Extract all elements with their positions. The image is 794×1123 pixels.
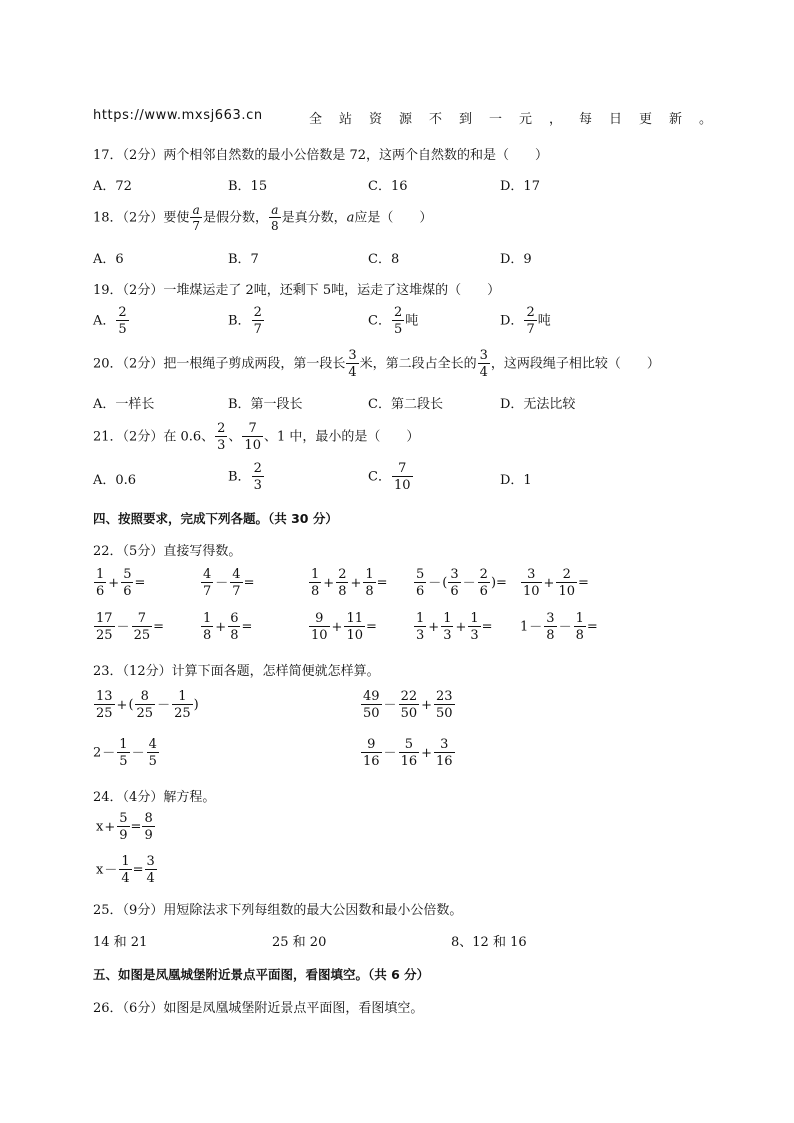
frac-numerator: 23	[436, 689, 453, 704]
frac-denominator: 25	[96, 706, 113, 721]
frac-denominator: 9	[119, 828, 128, 843]
number: 2	[93, 745, 102, 761]
frac-denominator: 6	[123, 584, 132, 599]
q18-option-a: A．6	[93, 252, 124, 267]
fraction	[414, 568, 426, 598]
q22-expr-10	[520, 612, 598, 642]
frac-numerator: 8	[144, 811, 153, 826]
operator: +	[323, 575, 335, 591]
operator: +	[108, 575, 120, 591]
option-label: D．	[500, 313, 524, 329]
frac-numerator: 49	[363, 689, 380, 704]
paren: )	[193, 697, 199, 713]
q23-expr-3	[93, 738, 160, 768]
frac-denominator: 25	[133, 628, 151, 643]
question-21	[93, 422, 419, 452]
q22-expr-8	[308, 612, 377, 642]
option-fraction	[252, 462, 264, 492]
q18-option-b: B．7	[228, 252, 259, 267]
question-25: 25．（9分）用短除法求下列每组数的最大公因数和最小公倍数。	[93, 903, 463, 918]
section-5-heading: 五、如图是凤凰城堡附近景点平面图，看图填空。（共 6 分）	[93, 967, 430, 982]
operator: －	[383, 745, 397, 761]
q18-option-d: D．9	[500, 252, 532, 267]
fraction	[94, 612, 115, 642]
fraction	[434, 690, 455, 720]
frac-numerator: 1	[172, 690, 193, 705]
frac-denominator: 16	[436, 754, 453, 769]
q21-option-a: A．0.6	[93, 473, 137, 488]
operator: +	[215, 619, 227, 635]
q17-option-c: C．16	[368, 179, 408, 194]
operator: +	[350, 575, 362, 591]
frac-denominator: 7	[203, 584, 212, 599]
frac-numerator: 5	[399, 738, 420, 753]
option-label: C．	[368, 469, 391, 485]
q21-option-b	[228, 462, 265, 492]
option-label: C．	[368, 313, 391, 329]
frac-numerator: 9	[361, 738, 382, 753]
frac-denominator: 7	[526, 322, 535, 337]
frac-denominator: 50	[400, 706, 418, 721]
q19-option-a	[93, 306, 130, 336]
frac-denominator: 3	[253, 478, 262, 493]
q21-frac-2-3	[215, 422, 227, 452]
frac-denominator: 4	[121, 871, 130, 886]
frac-denominator: 5	[118, 322, 127, 337]
frac-numerator: 1	[416, 611, 425, 626]
q18-mid: 是假分数，	[202, 210, 268, 226]
frac-denominator: 8	[365, 584, 374, 599]
frac-numerator: 4	[203, 567, 212, 582]
frac-denominator: 8	[270, 219, 279, 233]
frac-denominator: 10	[346, 628, 363, 643]
operator: －	[529, 619, 543, 635]
fraction	[414, 612, 426, 642]
q18-prefix: 18．（2分）要使	[93, 210, 190, 226]
fraction	[94, 568, 106, 598]
q21-frac-7-10	[242, 422, 263, 452]
q18-mid2: 是真分数，	[281, 210, 347, 226]
frac-numerator: 1	[311, 567, 320, 582]
frac-numerator: 2	[118, 305, 127, 320]
operator: +	[331, 619, 343, 635]
frac-numerator: 2	[338, 567, 347, 582]
q25-group-1: 14 和 21	[93, 935, 148, 950]
frac-numerator: a	[269, 204, 281, 218]
frac-numerator: 5	[119, 811, 128, 826]
frac-numerator: 4	[148, 737, 157, 752]
question-24: 24．（4分）解方程。	[93, 790, 216, 805]
frac-numerator: 1	[119, 737, 128, 752]
q20-option-d: D．无法比较	[500, 397, 576, 412]
q20-option-b: B．第一段长	[228, 397, 303, 412]
frac-denominator: 10	[311, 628, 328, 643]
frac-denominator: 10	[244, 438, 261, 453]
option-fraction	[252, 306, 264, 336]
frac-numerator: 7	[242, 422, 263, 437]
frac-numerator: 3	[450, 567, 459, 582]
frac-denominator: 5	[119, 754, 128, 769]
q21-prefix: 21．（2分）在 0.6、	[93, 429, 215, 445]
frac-numerator: 17	[96, 611, 113, 626]
question-23: 23．（12分）计算下面各题，怎样简便就怎样算。	[93, 664, 380, 679]
fraction	[448, 568, 460, 598]
fraction	[142, 812, 154, 842]
q19-option-d	[500, 306, 551, 336]
fraction	[344, 612, 365, 642]
frac-numerator: 4	[232, 567, 241, 582]
frac-denominator: 4	[348, 365, 357, 380]
q24-equation-1	[96, 812, 156, 842]
fraction	[132, 612, 153, 642]
operator: +	[116, 697, 128, 713]
fraction	[228, 612, 240, 642]
frac-denominator: 6	[450, 584, 459, 599]
paren: (	[128, 697, 134, 713]
operator: －	[116, 619, 130, 635]
frac-denominator: 16	[400, 754, 418, 769]
frac-numerator: 3	[146, 854, 155, 869]
q20-suffix: ，这两段绳子相比较（ ）	[490, 356, 660, 372]
frac-numerator: 3	[434, 738, 455, 753]
frac-denominator: 3	[443, 628, 452, 643]
frac-denominator: 25	[136, 706, 154, 721]
q21-suffix: 、1 中，最小的是（ ）	[263, 429, 420, 445]
fraction	[117, 812, 129, 842]
fraction	[363, 568, 375, 598]
frac-denominator: 6	[416, 584, 425, 599]
fraction	[336, 568, 348, 598]
fraction	[119, 855, 131, 885]
fraction	[434, 738, 455, 768]
q18-frac-a8	[269, 204, 281, 232]
fraction	[441, 612, 453, 642]
frac-denominator: 25	[174, 706, 191, 721]
frac-numerator: 22	[400, 689, 418, 704]
fraction	[544, 612, 556, 642]
fraction	[478, 568, 490, 598]
fraction	[230, 568, 242, 598]
question-18	[93, 204, 432, 232]
operator: +	[455, 619, 467, 635]
operator: －	[102, 745, 116, 761]
section-4-heading: 四、按照要求，完成下列各题。（共 30 分）	[93, 511, 338, 526]
frac-denominator: 5	[148, 754, 157, 769]
operator: －	[157, 697, 171, 713]
frac-numerator: 7	[132, 612, 153, 627]
fraction	[399, 738, 420, 768]
q20-mid: 米，第二段占全长的	[359, 356, 477, 372]
option-fraction	[524, 306, 536, 336]
fraction	[309, 568, 321, 598]
question-26: 26．（6分）如图是凤凰城堡附近景点平面图，看图填空。	[93, 1001, 424, 1016]
equals: =	[376, 575, 388, 591]
q20-frac-2	[478, 349, 490, 379]
fraction	[361, 690, 382, 720]
number: 1	[520, 619, 529, 635]
frac-denominator: 9	[144, 828, 153, 843]
fraction	[468, 612, 480, 642]
operator: +	[104, 819, 116, 835]
frac-denominator: 6	[479, 584, 488, 599]
operator: －	[428, 575, 442, 591]
frac-denominator: 8	[546, 628, 555, 643]
frac-denominator: 10	[393, 478, 411, 493]
q22-expr-1	[93, 568, 145, 598]
operator: －	[462, 575, 476, 591]
frac-numerator: 3	[348, 348, 357, 363]
fraction	[309, 612, 330, 642]
frac-numerator: 2	[217, 421, 226, 436]
q24-equation-2	[96, 855, 158, 885]
fraction	[135, 690, 156, 720]
q22-expr-5	[520, 568, 589, 598]
frac-denominator: 3	[470, 628, 479, 643]
equals: =	[586, 619, 598, 635]
q18-suffix: 应是（ ）	[354, 210, 433, 226]
q20-option-a: A．一样长	[93, 397, 155, 412]
frac-numerator: 8	[135, 690, 156, 705]
fraction	[556, 568, 577, 598]
frac-numerator: 9	[309, 612, 330, 627]
option-label: B．	[228, 469, 251, 485]
frac-numerator: 7	[392, 462, 413, 477]
frac-denominator: 8	[338, 584, 347, 599]
paren: )	[490, 575, 497, 591]
paren: (	[442, 575, 448, 591]
frac-denominator: 7	[192, 219, 200, 233]
q22-expr-3	[308, 568, 388, 598]
q18-frac-a7	[190, 204, 202, 232]
operator: +	[428, 619, 440, 635]
equals: =	[243, 575, 255, 591]
frac-numerator: 5	[416, 567, 425, 582]
frac-denominator: 5	[393, 322, 403, 337]
header-slogan: 全站资源不到一元，每日更新。	[309, 112, 730, 127]
equals: =	[153, 619, 165, 635]
option-label: A．	[93, 313, 116, 329]
frac-denominator: 4	[146, 871, 155, 886]
frac-numerator: a	[190, 204, 202, 218]
fraction	[121, 568, 133, 598]
q21-option-d: D．1	[500, 473, 532, 488]
q21-option-c	[368, 462, 414, 492]
q20-option-c: C．第二段长	[368, 397, 443, 412]
operator: －	[131, 745, 145, 761]
frac-numerator: 3	[479, 348, 488, 363]
equals: =	[130, 819, 142, 835]
header-url[interactable]: https://www.mxsj663.cn	[93, 108, 263, 123]
q18-var: a	[346, 210, 355, 226]
q20-prefix: 20．（2分）把一根绳子剪成两段，第一段长	[93, 356, 346, 372]
question-22: 22．（5分）直接写得数。	[93, 544, 242, 559]
equals: =	[134, 575, 146, 591]
variable: x	[96, 819, 104, 835]
fraction	[521, 568, 542, 598]
option-fraction	[116, 306, 128, 336]
question-19: 19．（2分）一堆煤运走了 2吨，还剩下 5吨，运走了这堆煤的（ ）	[93, 283, 501, 298]
q19-option-b	[228, 306, 265, 336]
q22-expr-7	[200, 612, 252, 642]
q25-group-3: 8、12 和 16	[451, 935, 527, 950]
frac-numerator: 1	[365, 567, 374, 582]
q18-option-c: C．8	[368, 252, 400, 267]
option-unit: 吨	[405, 313, 419, 329]
fraction	[399, 690, 420, 720]
frac-denominator: 25	[96, 628, 113, 643]
fraction	[145, 855, 157, 885]
frac-denominator: 8	[203, 628, 212, 643]
frac-numerator: 1	[121, 854, 130, 869]
frac-numerator: 1	[96, 567, 105, 582]
frac-numerator: 1	[470, 611, 479, 626]
frac-denominator: 7	[253, 322, 262, 337]
option-unit: 吨	[537, 313, 551, 329]
frac-denominator: 3	[416, 628, 425, 643]
fraction	[361, 738, 382, 768]
option-fraction	[392, 462, 413, 492]
q22-expr-9	[413, 612, 493, 642]
frac-denominator: 3	[217, 438, 226, 453]
frac-denominator: 50	[436, 706, 453, 721]
frac-numerator: 2	[253, 461, 262, 476]
frac-numerator: 1	[575, 611, 584, 626]
fraction	[574, 612, 586, 642]
fraction	[172, 690, 193, 720]
frac-denominator: 6	[96, 584, 105, 599]
equals: =	[366, 619, 377, 635]
frac-numerator: 3	[546, 611, 555, 626]
q22-expr-2	[200, 568, 254, 598]
frac-denominator: 4	[479, 365, 488, 380]
q23-expr-4	[360, 738, 456, 768]
fraction	[201, 612, 213, 642]
q17-option-d: D．17	[500, 179, 540, 194]
q17-option-b: B．15	[228, 179, 268, 194]
frac-numerator: 2	[253, 305, 262, 320]
frac-numerator: 2	[479, 567, 488, 582]
operator: －	[558, 619, 572, 635]
frac-denominator: 10	[558, 584, 575, 599]
frac-numerator: 5	[123, 567, 132, 582]
equals: =	[241, 619, 253, 635]
variable: x	[96, 862, 104, 878]
frac-numerator: 2	[393, 305, 403, 320]
option-fraction	[392, 306, 404, 336]
equals: =	[481, 619, 493, 635]
q23-expr-2	[360, 690, 456, 720]
equals: =	[578, 575, 589, 591]
operator: +	[421, 745, 433, 761]
fraction	[201, 568, 213, 598]
q22-expr-4	[413, 568, 507, 598]
question-17: 17．（2分）两个相邻自然数的最小公倍数是 72，这两个自然数的和是（ ）	[93, 148, 548, 163]
frac-numerator: 2	[526, 305, 535, 320]
operator: －	[215, 575, 229, 591]
q25-group-2: 25 和 20	[272, 935, 327, 950]
frac-denominator: 8	[575, 628, 584, 643]
equals: =	[496, 575, 507, 591]
frac-numerator: 3	[521, 568, 542, 583]
q19-option-c	[368, 306, 418, 336]
equals: =	[132, 862, 144, 878]
operator: +	[421, 697, 433, 713]
operator: +	[543, 575, 555, 591]
option-label: B．	[228, 313, 251, 329]
frac-numerator: 1	[443, 611, 452, 626]
fraction	[147, 738, 159, 768]
frac-numerator: 13	[96, 689, 113, 704]
frac-denominator: 8	[230, 628, 239, 643]
frac-denominator: 10	[523, 584, 540, 599]
q17-option-a: A．72	[93, 179, 132, 194]
question-20	[93, 349, 660, 379]
q20-frac-1	[346, 349, 358, 379]
frac-denominator: 50	[363, 706, 380, 721]
frac-denominator: 8	[311, 584, 320, 599]
frac-denominator: 16	[363, 754, 380, 769]
q22-expr-6	[93, 612, 164, 642]
frac-denominator: 7	[232, 584, 241, 599]
frac-numerator: 11	[346, 611, 363, 626]
frac-numerator: 1	[203, 611, 212, 626]
frac-numerator: 2	[556, 568, 577, 583]
operator: －	[383, 697, 397, 713]
q21-sep: 、	[228, 429, 242, 445]
q23-expr-1	[93, 690, 199, 720]
operator: －	[104, 862, 118, 878]
fraction	[117, 738, 129, 768]
frac-numerator: 6	[230, 611, 239, 626]
fraction	[94, 690, 115, 720]
